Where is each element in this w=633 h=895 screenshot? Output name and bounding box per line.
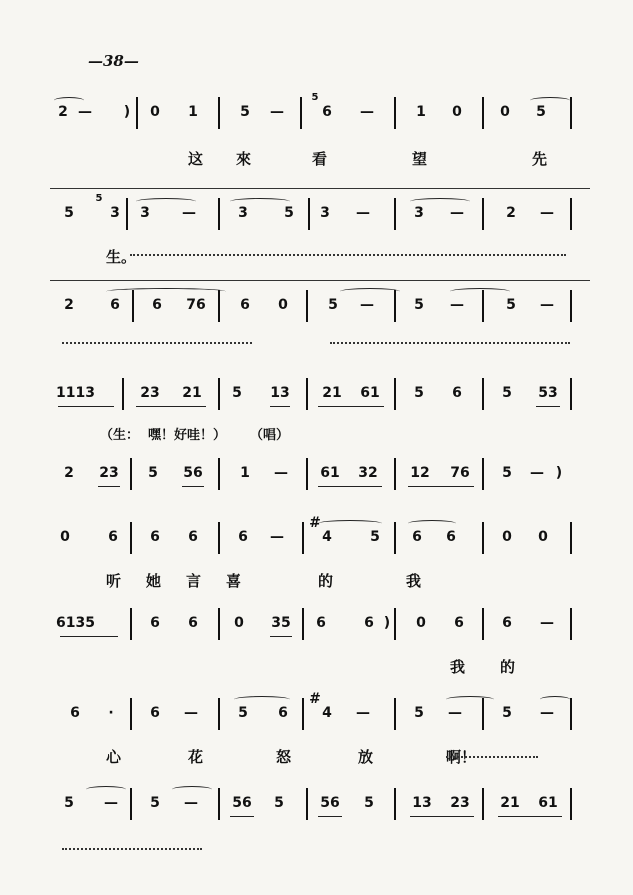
note: 5: [506, 297, 516, 313]
note: —: [450, 205, 464, 221]
barline: [570, 698, 572, 730]
note: —: [540, 205, 554, 221]
slur: [530, 97, 570, 104]
note: 3: [110, 205, 120, 221]
note: —: [450, 297, 464, 313]
staff-system-6: [50, 515, 590, 556]
grace-note: 5: [311, 92, 319, 103]
underline-beam: [270, 406, 290, 407]
lyric-line-8: [50, 746, 590, 770]
underline-beam: [98, 486, 120, 487]
slur: [340, 288, 400, 295]
note: 6: [364, 615, 374, 631]
note: 23: [99, 465, 119, 481]
note: 6: [452, 385, 462, 401]
lyric: 啊！: [446, 748, 477, 766]
barline: [306, 378, 308, 410]
note: 0: [502, 529, 512, 545]
note: ): [383, 615, 391, 631]
note: 6: [150, 705, 160, 721]
lyric: 喜: [226, 572, 242, 590]
slur: [230, 198, 290, 205]
lyric: 听: [106, 572, 122, 590]
note: —: [274, 465, 288, 481]
note: 5: [364, 795, 374, 811]
dotted-line: [62, 844, 202, 850]
barline: [394, 458, 396, 490]
note: 21: [182, 385, 202, 401]
note: —: [104, 795, 118, 811]
barline: [394, 608, 396, 640]
barline: [218, 198, 220, 230]
note: 32: [358, 465, 378, 481]
staff-system-5: [50, 456, 590, 492]
lyric: 这: [188, 150, 204, 168]
note: 6: [502, 615, 512, 631]
note: —: [360, 104, 374, 120]
note: 0: [538, 529, 548, 545]
note: 5: [328, 297, 338, 313]
lyric: 生。: [106, 248, 137, 266]
note: 2: [64, 297, 74, 313]
note: 6: [446, 529, 456, 545]
lyric: 的: [500, 658, 516, 676]
slur: [54, 97, 84, 104]
note: 0: [452, 104, 462, 120]
lyric: 心: [106, 748, 122, 766]
note: 5: [536, 104, 546, 120]
barline: [394, 788, 396, 820]
barline: [570, 788, 572, 820]
note: 5: [414, 297, 424, 313]
note: —: [540, 297, 554, 313]
note: 6: [454, 615, 464, 631]
barline: [130, 788, 132, 820]
lyric: 怒: [276, 748, 292, 766]
note: ·: [108, 705, 114, 721]
grace-note: 5: [95, 193, 103, 204]
note: 5: [238, 705, 248, 721]
underline-beam: [410, 816, 474, 817]
note: 4: [322, 529, 332, 545]
sharp-sign: #: [309, 691, 321, 707]
staff-system-9: [50, 786, 590, 822]
barline: [482, 458, 484, 490]
lyric-line-1: [50, 148, 590, 172]
underline-beam: [318, 406, 384, 407]
note: 6: [150, 529, 160, 545]
barline: [570, 378, 572, 410]
underline-beam: [60, 636, 118, 637]
note: 5: [414, 385, 424, 401]
note: 23: [450, 795, 470, 811]
barline: [122, 378, 124, 410]
underline-beam: [408, 486, 474, 487]
barline: [482, 788, 484, 820]
lyric: 放: [358, 748, 374, 766]
barline: [306, 788, 308, 820]
barline: [130, 608, 132, 640]
underline-beam: [536, 406, 560, 407]
barline: [482, 608, 484, 640]
note: 0: [234, 615, 244, 631]
barline: [570, 522, 572, 554]
note: 5: [150, 795, 160, 811]
note: 1: [188, 104, 198, 120]
note: 5: [370, 529, 380, 545]
note: —: [270, 104, 284, 120]
note: 4: [322, 705, 332, 721]
note: 6: [150, 615, 160, 631]
note: ): [555, 465, 563, 481]
lyric-line-7: [50, 656, 590, 680]
lyric: 來: [236, 150, 252, 168]
barline: [394, 97, 396, 129]
barline: [302, 522, 304, 554]
slur: [86, 786, 126, 793]
note: 35: [271, 615, 291, 631]
barline: [136, 97, 138, 129]
lyric: 言: [186, 572, 202, 590]
note: ): [123, 104, 131, 120]
underline-beam: [230, 816, 254, 817]
note: 1113: [56, 385, 95, 401]
staff-rule: [50, 280, 590, 281]
note: 13: [270, 385, 290, 401]
lyric: 我: [450, 658, 466, 676]
note: 56: [320, 795, 340, 811]
note: 5: [502, 705, 512, 721]
underline-beam: [136, 406, 206, 407]
note: —: [540, 705, 554, 721]
barline: [218, 458, 220, 490]
barline: [130, 522, 132, 554]
underline-beam: [182, 486, 204, 487]
slur: [450, 288, 510, 295]
barline: [482, 198, 484, 230]
underline-beam: [318, 816, 342, 817]
note: —: [540, 615, 554, 631]
barline: [570, 198, 572, 230]
lyric: 先: [532, 150, 548, 168]
note: 3: [238, 205, 248, 221]
lyric: 看: [312, 150, 328, 168]
note: 61: [320, 465, 340, 481]
underline-beam: [270, 636, 292, 637]
note: 5: [64, 205, 74, 221]
lyric-line-4: [50, 424, 590, 448]
note: 5: [414, 705, 424, 721]
note: 3: [414, 205, 424, 221]
dotted-line: [330, 338, 570, 344]
note: 0: [500, 104, 510, 120]
dotted-line: [130, 250, 566, 256]
note: 5: [232, 385, 242, 401]
barline: [218, 522, 220, 554]
slur: [410, 198, 470, 205]
note: 21: [500, 795, 520, 811]
note: 76: [186, 297, 206, 313]
underline-beam: [498, 816, 562, 817]
staff-system-8: [50, 691, 590, 732]
barline: [570, 290, 572, 322]
note: —: [360, 297, 374, 313]
note: 6: [188, 615, 198, 631]
note: 0: [416, 615, 426, 631]
barline: [218, 378, 220, 410]
sharp-sign: #: [309, 515, 321, 531]
note: 5: [64, 795, 74, 811]
note: 6: [108, 529, 118, 545]
slur: [136, 198, 196, 205]
staff-system-4: [50, 376, 590, 412]
note: 5: [502, 465, 512, 481]
lyric: 望: [412, 150, 428, 168]
note: 6: [188, 529, 198, 545]
lyric-line-6: [50, 570, 590, 594]
lyric: 我: [406, 572, 422, 590]
slur: [318, 520, 382, 527]
barline: [306, 290, 308, 322]
note: 0: [60, 529, 70, 545]
barline: [300, 97, 302, 129]
note: 2: [58, 104, 68, 120]
note: 1: [240, 465, 250, 481]
note: 56: [183, 465, 203, 481]
slur: [408, 520, 456, 527]
note: 61: [538, 795, 558, 811]
slur: [172, 786, 212, 793]
note: 1: [416, 104, 426, 120]
underline-beam: [318, 486, 382, 487]
note: —: [184, 795, 198, 811]
barline: [218, 788, 220, 820]
slur: [106, 288, 226, 295]
barline: [302, 608, 304, 640]
note: 6: [240, 297, 250, 313]
note: —: [270, 529, 284, 545]
lyric: 的: [318, 572, 334, 590]
note: 61: [360, 385, 380, 401]
note: 0: [278, 297, 288, 313]
barline: [218, 608, 220, 640]
note: 6: [278, 705, 288, 721]
note: 3: [320, 205, 330, 221]
note: 2: [506, 205, 516, 221]
note: —: [448, 705, 462, 721]
dotted-line: [446, 752, 538, 758]
barline: [308, 198, 310, 230]
note: 5: [240, 104, 250, 120]
note: 2: [64, 465, 74, 481]
barline: [394, 522, 396, 554]
spoken-text: 嘿！好哇！）: [148, 428, 227, 443]
note: 6: [152, 297, 162, 313]
note: 13: [412, 795, 432, 811]
note: —: [182, 205, 196, 221]
note: 0: [150, 104, 160, 120]
barline: [570, 97, 572, 129]
spoken-label: （生：: [100, 428, 140, 443]
barline: [130, 458, 132, 490]
note: 6: [238, 529, 248, 545]
note: —: [530, 465, 544, 481]
note: —: [184, 705, 198, 721]
note: 5: [502, 385, 512, 401]
note: 5: [284, 205, 294, 221]
note: 5: [148, 465, 158, 481]
barline: [482, 97, 484, 129]
note: 3: [140, 205, 150, 221]
barline: [394, 698, 396, 730]
note: 5: [274, 795, 284, 811]
barline: [394, 378, 396, 410]
note: 6: [70, 705, 80, 721]
barline: [126, 198, 128, 230]
barline: [218, 97, 220, 129]
underline-beam: [58, 406, 114, 407]
lyric: 她: [146, 572, 162, 590]
sung-label: （唱）: [250, 428, 290, 443]
note: 21: [322, 385, 342, 401]
note: 76: [450, 465, 470, 481]
barline: [394, 198, 396, 230]
lyric: 花: [188, 748, 204, 766]
note: 12: [410, 465, 430, 481]
note: 6135: [56, 615, 95, 631]
staff-system-1: [50, 92, 590, 131]
note: 6: [316, 615, 326, 631]
barline: [482, 378, 484, 410]
note: —: [356, 705, 370, 721]
barline: [482, 522, 484, 554]
note: 56: [232, 795, 252, 811]
barline: [302, 698, 304, 730]
note: —: [356, 205, 370, 221]
note: —: [78, 104, 92, 120]
staff-rule: [50, 188, 590, 189]
note: 6: [110, 297, 120, 313]
slur: [446, 696, 494, 703]
note: 23: [140, 385, 160, 401]
slur: [540, 696, 570, 703]
staff-system-2: [50, 193, 590, 232]
staff-system-3: [50, 288, 590, 324]
barline: [570, 608, 572, 640]
slur: [234, 696, 290, 703]
note: 6: [322, 104, 332, 120]
barline: [218, 698, 220, 730]
note: 6: [412, 529, 422, 545]
note: 53: [538, 385, 558, 401]
barline: [130, 698, 132, 730]
page-number: —38—: [88, 52, 139, 70]
dotted-line: [62, 338, 252, 344]
staff-system-7: [50, 606, 590, 642]
barline: [306, 458, 308, 490]
